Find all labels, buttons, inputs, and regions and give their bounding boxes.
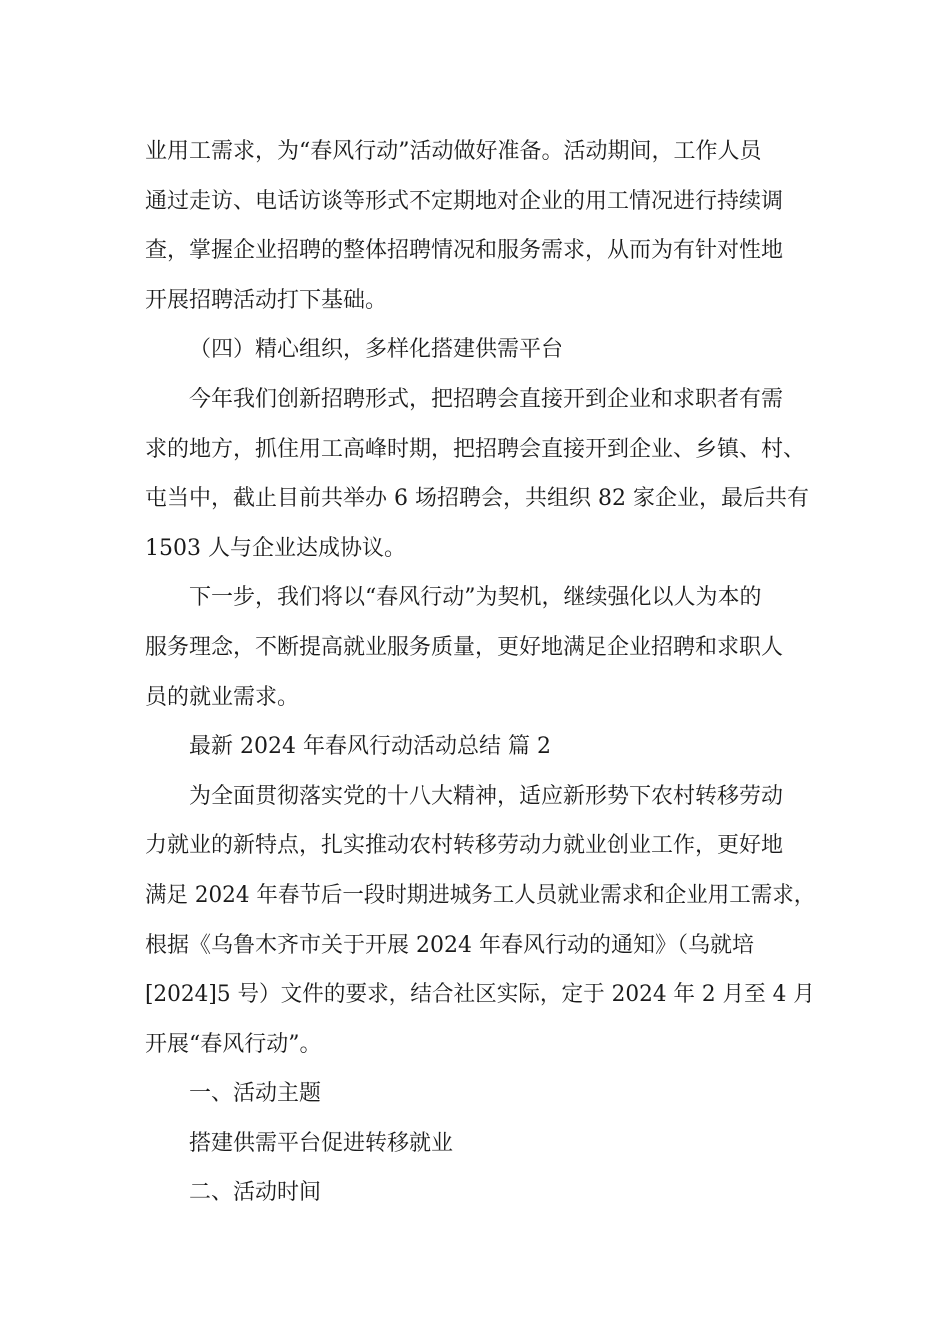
text-line: 开展“春风行动”。 bbox=[145, 1031, 322, 1057]
text-line: [2024]5 号）文件的要求，结合社区实际，定于 2024 年 2 月至 4 月 bbox=[145, 982, 815, 1008]
text-line: 业用工需求，为“春风行动”活动做好准备。活动期间，工作人员 bbox=[145, 139, 762, 164]
text-line: 屯当中，截止目前共举办 6 场招聘会，共组织 82 家企业，最后共有 bbox=[145, 486, 809, 512]
text-line: 下一步，我们将以“春风行动”为契机，继续强化以人为本的 bbox=[189, 585, 762, 611]
section-heading-four: （四）精心组织，多样化搭建供需平台 bbox=[189, 337, 564, 363]
text-line: 为全面贯彻落实党的十八大精神，适应新形势下农村转移劳动 bbox=[189, 783, 784, 809]
theme-text: 搭建供需平台促进转移就业 bbox=[189, 1130, 454, 1156]
paragraph-recruitment-survey bbox=[145, 127, 810, 325]
paragraph-job-fairs bbox=[145, 375, 810, 573]
text-line: 力就业的新特点，扎实推动农村转移劳动力就业创业工作，更好地 bbox=[145, 833, 784, 859]
text-line: 服务理念，不断提高就业服务质量，更好地满足企业招聘和求职人 bbox=[145, 634, 784, 660]
text-line: 通过走访、电话访谈等形式不定期地对企业的用工情况进行持续调 bbox=[145, 188, 784, 214]
section-heading-time: 二、活动时间 bbox=[189, 1180, 322, 1206]
section-heading-theme: 一、活动主题 bbox=[189, 1081, 322, 1107]
text-line: 根据《乌鲁木齐市关于开展 2024 年春风行动的通知》（乌就培 bbox=[145, 932, 754, 958]
article-title-part-2: 最新 2024 年春风行动活动总结 篇 2 bbox=[189, 734, 551, 760]
text-line: 员的就业需求。 bbox=[145, 684, 300, 710]
text-line: 1503 人与企业达成协议。 bbox=[145, 535, 406, 561]
text-line: 满足 2024 年春节后一段时期进城务工人员就业需求和企业用工需求， bbox=[145, 882, 816, 908]
text-line: 查，掌握企业招聘的整体招聘情况和服务需求，从而为有针对性地 bbox=[145, 238, 784, 264]
text-line: 开展招聘活动打下基础。 bbox=[145, 287, 388, 313]
document-body bbox=[145, 127, 816, 1218]
text-line: 今年我们创新招聘形式，把招聘会直接开到企业和求职者有需 bbox=[189, 386, 784, 412]
text-line: 求的地方，抓住用工高峰时期，把招聘会直接开到企业、乡镇、村、 bbox=[145, 436, 806, 462]
paragraph-introduction bbox=[145, 772, 816, 1070]
paragraph-next-steps bbox=[145, 573, 810, 722]
